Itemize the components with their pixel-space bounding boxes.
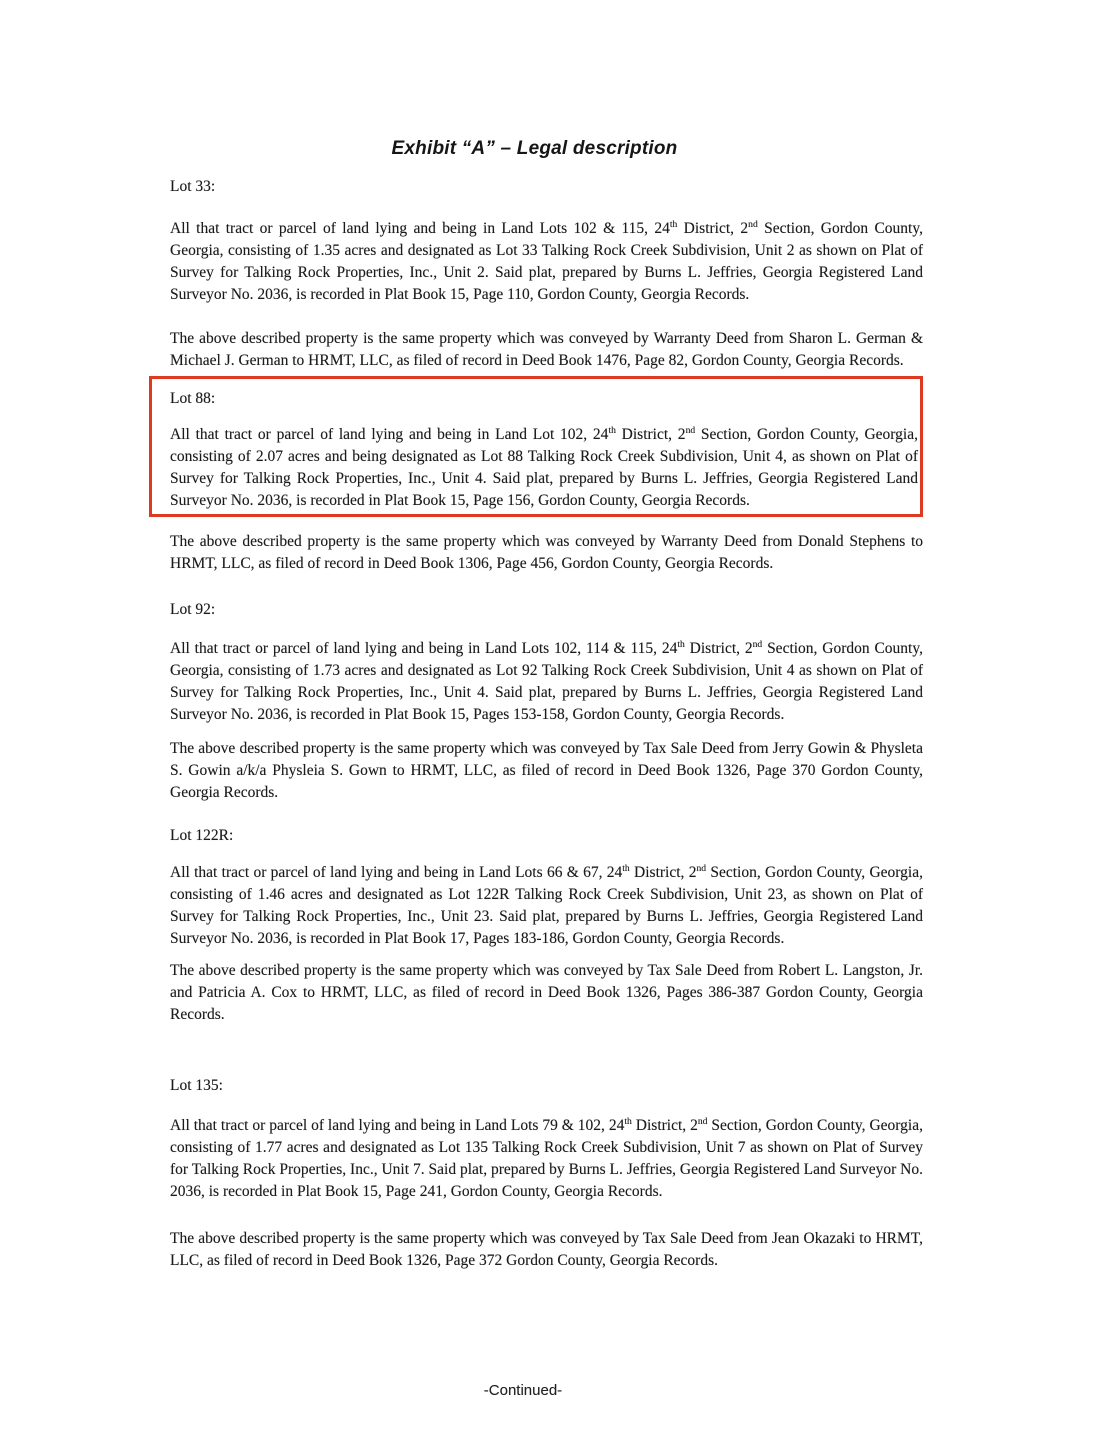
document-body (170, 136, 923, 1272)
conveyance-paragraph-lot-88: The above described property is the same property which was conveyed by Warranty Deed from Donald Stephens to HRMT, LLC, as filed of record in Deed Book 1306, Page 456, Gordon County, Georgia Records. (170, 533, 923, 572)
legal-description-lot-92: All that tract or parcel of land lying and being in Land Lots 102, 114 & 115, 24th District, 2nd Section, Gordon County, Georgia, consisting of 1.73 acres and designated as Lot 92 Talking Rock Creek Subdivision, Unit 4 as shown on Plat of Survey for Talking Rock Properties, Inc., Unit 4. Said plat, prepared by Burns L. Jeffries, Georgia Registered Land Surveyor No. 2036, is recorded in Plat Book 15, Pages 153-158, Gordon County, Georgia Records. (170, 638, 923, 723)
lot-label-122r: Lot 122R: (170, 827, 234, 844)
legal-description-lot-88: All that tract or parcel of land lying and being in Land Lot 102, 24th District, 2nd Section, Gordon County, Georgia, consisting of 2.07 acres and being designated as Lot 88 Talking Rock Creek Subdivision, Unit 4, as shown on Plat of Survey for Talking Rock Properties, Inc., Unit 4. Said plat, prepared by Burns L. Jeffries, Georgia Registered Land Surveyor No. 2036, is recorded in Plat Book 15, Page 156, Gordon County, Georgia Records. (170, 424, 918, 509)
lot-label-92: Lot 92: (170, 601, 216, 618)
conveyance-paragraph-lot-122r: The above described property is the same property which was conveyed by Tax Sale Deed from Robert L. Langston, Jr. and Patricia A. Cox to HRMT, LLC, as filed of record in Deed Book 1326, Pages 386-387 Gordon County, Georgia Records. (170, 962, 923, 1023)
highlight-box (149, 376, 923, 517)
legal-description-lot-33: All that tract or parcel of land lying and being in Land Lots 102 & 115, 24th District, 2nd Section, Gordon County, Georgia, consisting of 1.35 acres and designated as Lot 33 Talking Rock Creek Subdivision, Unit 2 as shown on Plat of Survey for Talking Rock Properties, Inc., Unit 2. Said plat, prepared by Burns L. Jeffries, Georgia Registered Land Surveyor No. 2036, is recorded in Plat Book 15, Page 110, Gordon County, Georgia Records. (170, 218, 923, 303)
conveyance-paragraph-lot-92: The above described property is the same property which was conveyed by Tax Sale Deed from Jerry Gowin & Physleta S. Gowin a/k/a Physleia S. Gown to HRMT, LLC, as filed of record in Deed Book 1326, Page 370 Gordon County, Georgia Records. (170, 740, 923, 801)
lot-label-33: Lot 33: (170, 178, 216, 195)
legal-description-lot-135: All that tract or parcel of land lying and being in Land Lots 79 & 102, 24th District, 2nd Section, Gordon County, Georgia, consisting of 1.77 acres and designated as Lot 135 Talking Rock Creek Subdivision, Unit 7 as shown on Plat of Survey for Talking Rock Properties, Inc., Unit 7. Said plat, prepared by Burns L. Jeffries, Georgia Registered Land Surveyor No. 2036, is recorded in Plat Book 15, Page 241, Gordon County, Georgia Records. (170, 1115, 923, 1200)
legal-description-lot-122r: All that tract or parcel of land lying and being in Land Lots 66 & 67, 24th District, 2nd Section, Gordon County, Georgia, consisting of 1.46 acres and designated as Lot 122R Talking Rock Creek Subdivision, Unit 23, as shown on Plat of Survey for Talking Rock Properties, Inc., Unit 23. Said plat, prepared by Burns L. Jeffries, Georgia Registered Land Surveyor No. 2036, is recorded in Plat Book 17, Pages 183-186, Gordon County, Georgia Records. (170, 862, 923, 947)
lot-label-135: Lot 135: (170, 1077, 223, 1094)
exhibit-title: Exhibit “A” – Legal description (391, 138, 678, 159)
continued-footer: -Continued- (483, 1382, 563, 1399)
conveyance-paragraph-lot-33: The above described property is the same property which was conveyed by Warranty Deed from Sharon L. German & Michael J. German to HRMT, LLC, as filed of record in Deed Book 1476, Page 82, Gordon County, Georgia Records. (170, 330, 923, 369)
lot-label-88: Lot 88: (170, 390, 216, 407)
conveyance-paragraph-lot-135: The above described property is the same property which was conveyed by Tax Sale Deed from Jean Okazaki to HRMT, LLC, as filed of record in Deed Book 1326, Page 372 Gordon County, Georgia Records. (170, 1230, 923, 1269)
